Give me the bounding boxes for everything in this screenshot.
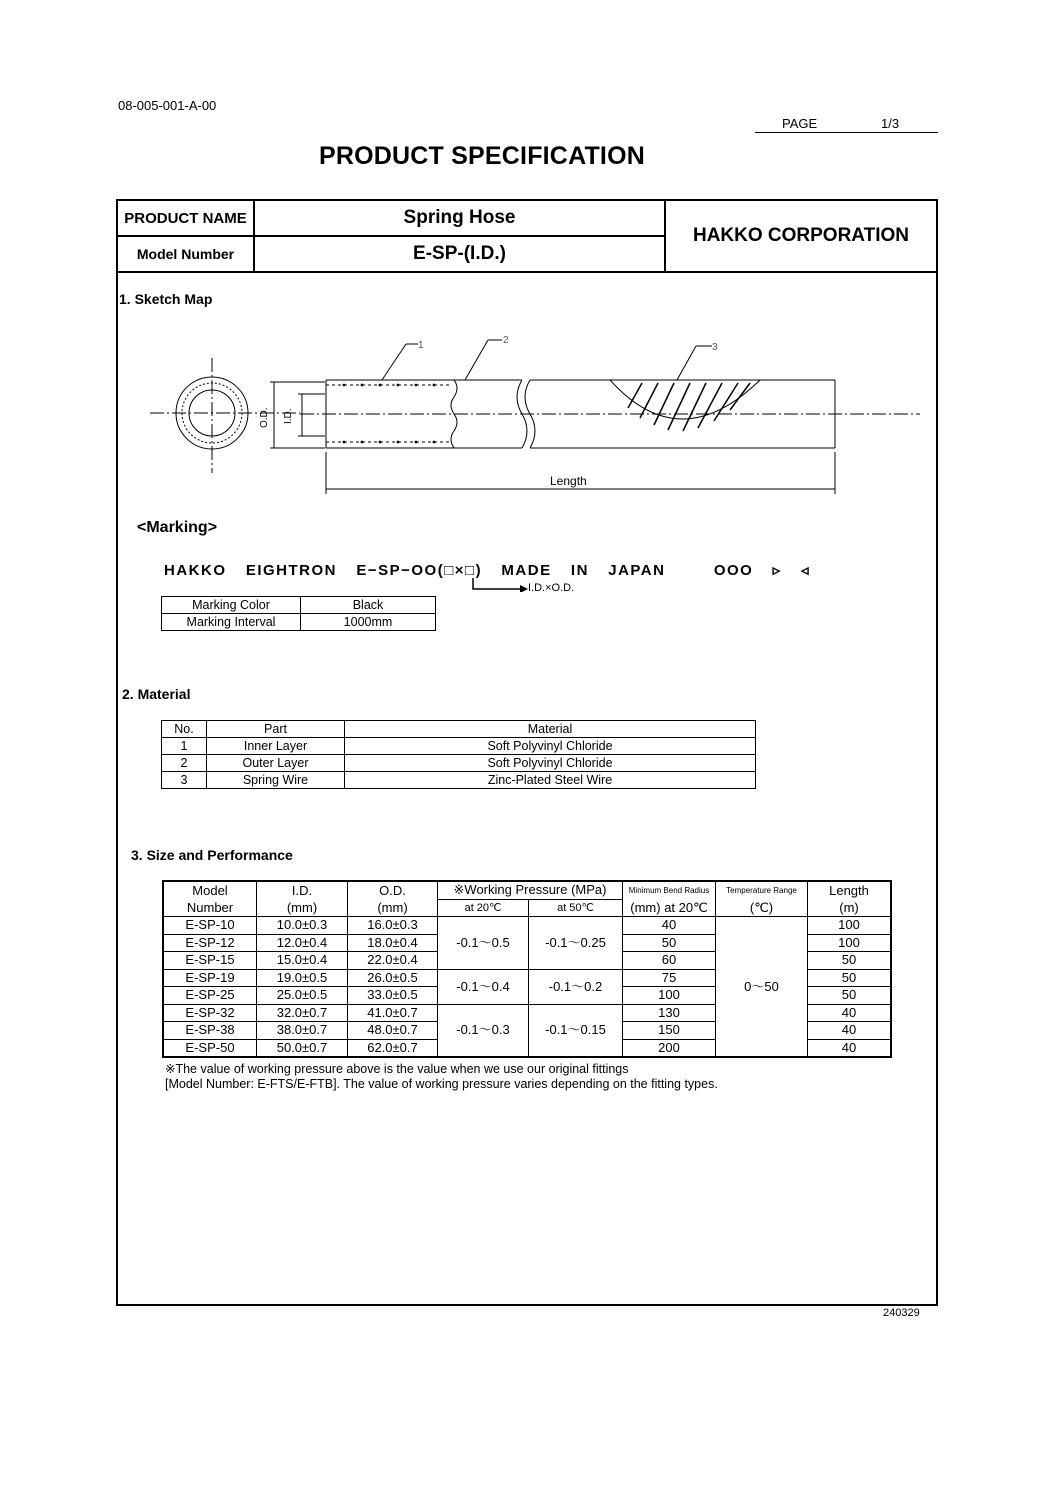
table-row [162, 772, 756, 789]
footer-code: 240329 [883, 1307, 920, 1319]
hdr-pressure: ※Working Pressure (MPa) [438, 881, 623, 899]
cell-model: E-SP-10 [163, 917, 257, 935]
hdr-at50: at 50℃ [529, 899, 623, 917]
hdr-model: Model [163, 881, 257, 899]
performance-heading: 3. Size and Performance [131, 847, 293, 863]
cell-od: 26.0±0.5 [348, 969, 438, 987]
cell-id: 12.0±0.4 [257, 934, 348, 952]
cell-bend: 150 [623, 1022, 716, 1040]
cell-bend: 50 [623, 934, 716, 952]
cell-length: 40 [808, 1022, 892, 1040]
pressure-note-line-1: ※The value of working pressure above is the value when we use our original fittings [165, 1062, 629, 1076]
document-id: 08-005-001-A-00 [118, 98, 217, 113]
cell-length: 50 [808, 969, 892, 987]
id-label: I.D. [283, 408, 294, 424]
cell-id: 32.0±0.7 [257, 1004, 348, 1022]
cell: 3 [162, 772, 207, 789]
callout-1: 1 [418, 340, 424, 351]
marking-interval-value: 1000mm [301, 614, 436, 631]
cell-length: 50 [808, 987, 892, 1005]
cell-od: 22.0±0.4 [348, 952, 438, 970]
cell-od: 62.0±0.7 [348, 1039, 438, 1057]
sketch-heading: 1. Sketch Map [119, 291, 213, 307]
cell-bend: 130 [623, 1004, 716, 1022]
product-name-label: PRODUCT NAME [118, 201, 255, 237]
page-number-line [755, 116, 938, 133]
performance-table [162, 880, 892, 1058]
col-material: Material [345, 721, 756, 738]
col-no: No. [162, 721, 207, 738]
cell-pressure-50: -0.1～0.25 [529, 917, 623, 970]
cell-id: 10.0±0.3 [257, 917, 348, 935]
table-row [162, 738, 756, 755]
cell-id: 19.0±0.5 [257, 969, 348, 987]
cell-pressure-20: -0.1～0.5 [438, 917, 529, 970]
cell-bend: 75 [623, 969, 716, 987]
table-row [163, 917, 891, 935]
hdr-length-unit: (m) [808, 899, 892, 917]
hdr-length: Length [808, 881, 892, 899]
cell: Outer Layer [207, 755, 345, 772]
cell-id: 38.0±0.7 [257, 1022, 348, 1040]
col-part: Part [207, 721, 345, 738]
marking-text: HAKKO EIGHTRON E−SP−OO(□×□) MADE IN JAPAN OOO ▹ ◃ [164, 562, 811, 579]
page-title: PRODUCT SPECIFICATION [319, 142, 645, 170]
callout-3: 3 [712, 342, 718, 353]
table-header-row [163, 881, 891, 899]
cell-od: 16.0±0.3 [348, 917, 438, 935]
cell: Spring Wire [207, 772, 345, 789]
marking-table [161, 596, 436, 631]
marking-color-value: Black [301, 597, 436, 614]
marking-heading: <Marking> [137, 519, 218, 536]
cell-length: 40 [808, 1004, 892, 1022]
cell: 2 [162, 755, 207, 772]
material-heading: 2. Material [122, 686, 191, 702]
page-label: PAGE [782, 116, 818, 131]
cell: Soft Polyvinyl Chloride [345, 738, 756, 755]
hdr-od-unit: (mm) [348, 899, 438, 917]
cell-id: 15.0±0.4 [257, 952, 348, 970]
hdr-bend: Minimum Bend Radius [623, 881, 716, 899]
cell-od: 18.0±0.4 [348, 934, 438, 952]
marking-size-note: I.D.×O.D. [528, 582, 575, 594]
od-label: O.D. [259, 407, 270, 428]
page-number: 1/3 [881, 116, 900, 131]
hdr-bend-unit: (mm) at 20℃ [623, 899, 716, 917]
table-row [162, 614, 436, 631]
model-number-label: Model Number [118, 237, 255, 273]
cell-pressure-20: -0.1～0.3 [438, 1004, 529, 1057]
callout-2: 2 [503, 335, 509, 346]
arrow-icon [470, 578, 530, 592]
cell-model: E-SP-15 [163, 952, 257, 970]
cell-model: E-SP-12 [163, 934, 257, 952]
cell-model: E-SP-25 [163, 987, 257, 1005]
cell-id: 50.0±0.7 [257, 1039, 348, 1057]
cell-length: 50 [808, 952, 892, 970]
cell-length: 100 [808, 934, 892, 952]
hdr-temp-unit: (℃) [716, 899, 808, 917]
hose-sketch-diagram [150, 328, 930, 498]
hdr-od: O.D. [348, 881, 438, 899]
pressure-note-line-2: [Model Number: E-FTS/E-FTB]. The value of working pressure varies depending on the fitting types. [165, 1077, 718, 1091]
cell: Soft Polyvinyl Chloride [345, 755, 756, 772]
cell-model: E-SP-50 [163, 1039, 257, 1057]
cell-bend: 200 [623, 1039, 716, 1057]
cell: 1 [162, 738, 207, 755]
cell-temp-range: 0～50 [716, 917, 808, 1058]
model-number-value: E-SP-(I.D.) [255, 237, 666, 273]
cell-pressure-20: -0.1～0.4 [438, 969, 529, 1004]
product-name-value: Spring Hose [255, 201, 666, 237]
cell-pressure-50: -0.1～0.15 [529, 1004, 623, 1057]
hdr-at20: at 20℃ [438, 899, 529, 917]
cell-model: E-SP-32 [163, 1004, 257, 1022]
cell-id: 25.0±0.5 [257, 987, 348, 1005]
cell: Inner Layer [207, 738, 345, 755]
cell-pressure-50: -0.1～0.2 [529, 969, 623, 1004]
cell-bend: 60 [623, 952, 716, 970]
table-row [162, 755, 756, 772]
cell: Zinc-Plated Steel Wire [345, 772, 756, 789]
cell-length: 100 [808, 917, 892, 935]
marking-color-label: Marking Color [162, 597, 301, 614]
cell-bend: 100 [623, 987, 716, 1005]
hdr-model-2: Number [163, 899, 257, 917]
cell-model: E-SP-38 [163, 1022, 257, 1040]
table-header-row [163, 899, 891, 917]
cell-bend: 40 [623, 917, 716, 935]
marking-interval-label: Marking Interval [162, 614, 301, 631]
cell-length: 40 [808, 1039, 892, 1057]
cell-od: 48.0±0.7 [348, 1022, 438, 1040]
hdr-id: I.D. [257, 881, 348, 899]
company-name: HAKKO CORPORATION [666, 201, 936, 273]
table-header-row [162, 721, 756, 738]
hdr-temp: Temperature Range [716, 881, 808, 899]
cell-od: 41.0±0.7 [348, 1004, 438, 1022]
material-table [161, 720, 756, 789]
cell-model: E-SP-19 [163, 969, 257, 987]
hdr-id-unit: (mm) [257, 899, 348, 917]
length-label: Length [550, 474, 587, 488]
table-row [162, 597, 436, 614]
cell-od: 33.0±0.5 [348, 987, 438, 1005]
